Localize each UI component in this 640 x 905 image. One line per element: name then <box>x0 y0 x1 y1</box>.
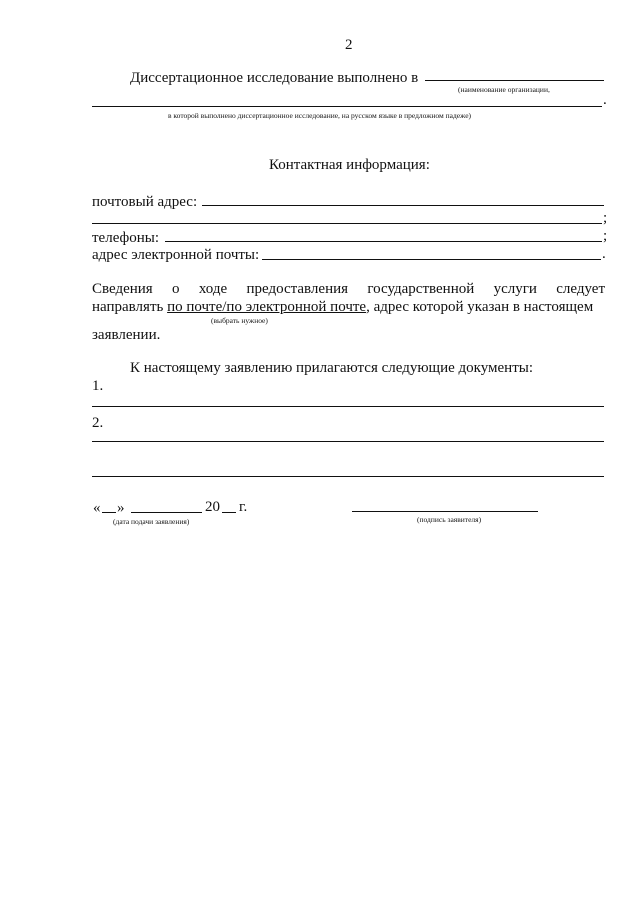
notification-line-2-end: , адрес которой указан в настоящем <box>366 299 594 315</box>
date-hint: (дата подачи заявления) <box>113 517 190 526</box>
document-item-1-field[interactable] <box>92 406 604 407</box>
date-day-field[interactable] <box>102 512 116 513</box>
notification-line-2 <box>92 299 593 316</box>
organization-hint-2: в которой выполнено диссертационное исследование, на русском языке в предложном падеже) <box>168 111 472 120</box>
signature-hint: (подпись заявителя) <box>417 515 482 524</box>
choice-hint: (выбрать нужное) <box>211 316 268 325</box>
document-item-1-number: 1. <box>92 378 104 394</box>
dissertation-label: Диссертационное исследование выполнено в <box>130 70 419 86</box>
page-number: 2 <box>345 37 353 53</box>
postal-address-field-2[interactable] <box>92 223 602 224</box>
contact-heading: Контактная информация: <box>269 157 430 173</box>
phones-semicolon: ; <box>603 228 608 244</box>
date-quote-open: « <box>93 500 101 516</box>
notification-line-2-start: направлять <box>92 299 168 315</box>
date-year-suffix: г. <box>239 499 248 515</box>
email-period: . <box>602 246 606 262</box>
date-quote-close: » <box>117 500 125 516</box>
date-year-prefix: 20 <box>205 499 220 515</box>
email-field[interactable] <box>262 259 601 260</box>
email-label: адрес электронной почты: <box>92 247 260 263</box>
organization-field-line[interactable] <box>425 80 604 81</box>
phones-field[interactable] <box>165 241 602 242</box>
organization-field-line-2[interactable] <box>92 106 602 107</box>
phones-label: телефоны: <box>92 230 160 246</box>
date-month-field[interactable] <box>131 512 202 513</box>
notification-line-3: заявлении. <box>92 327 161 343</box>
documents-heading: К настоящему заявлению прилагаются следующие документы: <box>130 360 534 376</box>
document-item-3-field[interactable] <box>92 476 604 477</box>
delivery-method-choice[interactable]: по почте/по электронной почте <box>167 299 367 315</box>
notification-line-1: Сведения о ходе предоставления государственной услуги следует <box>92 281 605 297</box>
date-year-field[interactable] <box>222 512 236 513</box>
organization-hint: (наименование организации, <box>458 85 550 94</box>
document-item-2-field[interactable] <box>92 441 604 442</box>
postal-address-field[interactable] <box>202 205 604 206</box>
organization-end-period: . <box>603 92 607 108</box>
postal-address-label: почтовый адрес: <box>92 194 198 210</box>
document-item-2-number: 2. <box>92 415 104 431</box>
signature-field[interactable] <box>352 511 538 512</box>
postal-address-semicolon: ; <box>603 210 608 226</box>
